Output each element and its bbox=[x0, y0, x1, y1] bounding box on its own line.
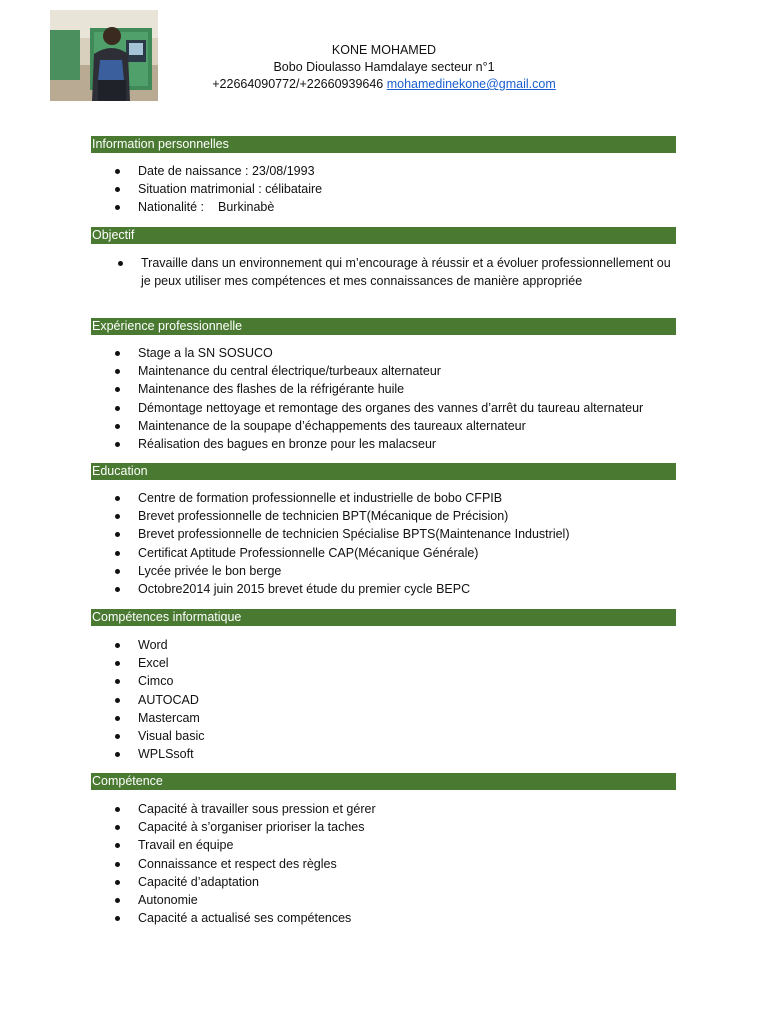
list-item: Brevet professionnelle de technicien Spécialise BPTS(Maintenance Industriel) bbox=[91, 525, 676, 543]
list-item: Capacité à s’organiser prioriser la taches bbox=[91, 818, 676, 836]
list-item: Autonomie bbox=[91, 891, 676, 909]
list-item: Maintenance des flashes de la réfrigérante huile bbox=[91, 380, 676, 398]
education-list bbox=[91, 489, 676, 598]
list-item: Date de naissance : 23/08/1993 bbox=[91, 162, 676, 180]
list-item: Octobre2014 juin 2015 brevet étude du premier cycle BEPC bbox=[91, 580, 676, 598]
phone-numbers: +22664090772/+22660939646 bbox=[212, 77, 384, 91]
list-item: Certificat Aptitude Professionnelle CAP(Mécanique Générale) bbox=[91, 544, 676, 562]
personal-list bbox=[91, 162, 676, 217]
section-header-it-skills: Compétences informatique bbox=[91, 609, 676, 626]
list-item: Stage a la SN SOSUCO bbox=[91, 344, 676, 362]
full-name: KONE MOHAMED bbox=[331, 43, 437, 57]
list-item: Connaissance et respect des règles bbox=[91, 855, 676, 873]
section-header-education: Education bbox=[91, 463, 676, 480]
list-item: Excel bbox=[91, 654, 676, 672]
list-item: Word bbox=[91, 636, 676, 654]
section-header-objective: Objectif bbox=[91, 227, 676, 244]
list-item: Capacité à travailler sous pression et gérer bbox=[91, 800, 676, 818]
list-item: Situation matrimonial : célibataire bbox=[91, 180, 676, 198]
section-header-personal: Information personnelles bbox=[91, 136, 676, 153]
skills-list bbox=[91, 800, 676, 927]
list-item-nationality bbox=[91, 198, 676, 216]
list-item: Travail en équipe bbox=[91, 836, 676, 854]
email-link[interactable]: mohamedinekone@gmail.com bbox=[386, 77, 556, 91]
list-item: Mastercam bbox=[91, 709, 676, 727]
list-item: Brevet professionnelle de technicien BPT(Mécanique de Précision) bbox=[91, 507, 676, 525]
list-item: AUTOCAD bbox=[91, 691, 676, 709]
list-item: Réalisation des bagues en bronze pour les malacseur bbox=[91, 435, 676, 453]
list-item: WPLSsoft bbox=[91, 745, 676, 763]
list-item: Lycée privée le bon berge bbox=[91, 562, 676, 580]
list-item: Centre de formation professionnelle et industrielle de bobo CFPIB bbox=[91, 489, 676, 507]
list-item: Maintenance de la soupape d’échappements des taureaux alternateur bbox=[91, 417, 676, 435]
nationality-label: Nationalité : bbox=[138, 200, 205, 215]
profile-photo bbox=[50, 10, 158, 101]
contact-header bbox=[150, 42, 618, 93]
section-header-skills: Compétence bbox=[91, 773, 676, 790]
experience-list bbox=[91, 344, 676, 453]
list-item: Capacité a actualisé ses compétences bbox=[91, 909, 676, 927]
address: Bobo Dioulasso Hamdalaye secteur n°1 bbox=[273, 60, 495, 74]
list-item: Visual basic bbox=[91, 727, 676, 745]
list-item: Démontage nettoyage et remontage des organes des vannes d’arrêt du taureau alternateur bbox=[91, 399, 676, 417]
contact-line bbox=[150, 76, 618, 93]
section-header-experience: Expérience professionnelle bbox=[91, 318, 676, 335]
objective-list bbox=[91, 254, 676, 290]
list-item: Maintenance du central électrique/turbeaux alternateur bbox=[91, 362, 676, 380]
nationality-value: Burkinabè bbox=[218, 200, 275, 215]
it-skills-list bbox=[91, 636, 676, 763]
list-item: Travaille dans un environnement qui m’encourage à réussir et a évoluer professionnellement ou je peux utiliser mes compétences et mes connaissances de manière appropriée bbox=[91, 254, 676, 290]
list-item: Capacité d’adaptation bbox=[91, 873, 676, 891]
list-item: Cimco bbox=[91, 672, 676, 690]
